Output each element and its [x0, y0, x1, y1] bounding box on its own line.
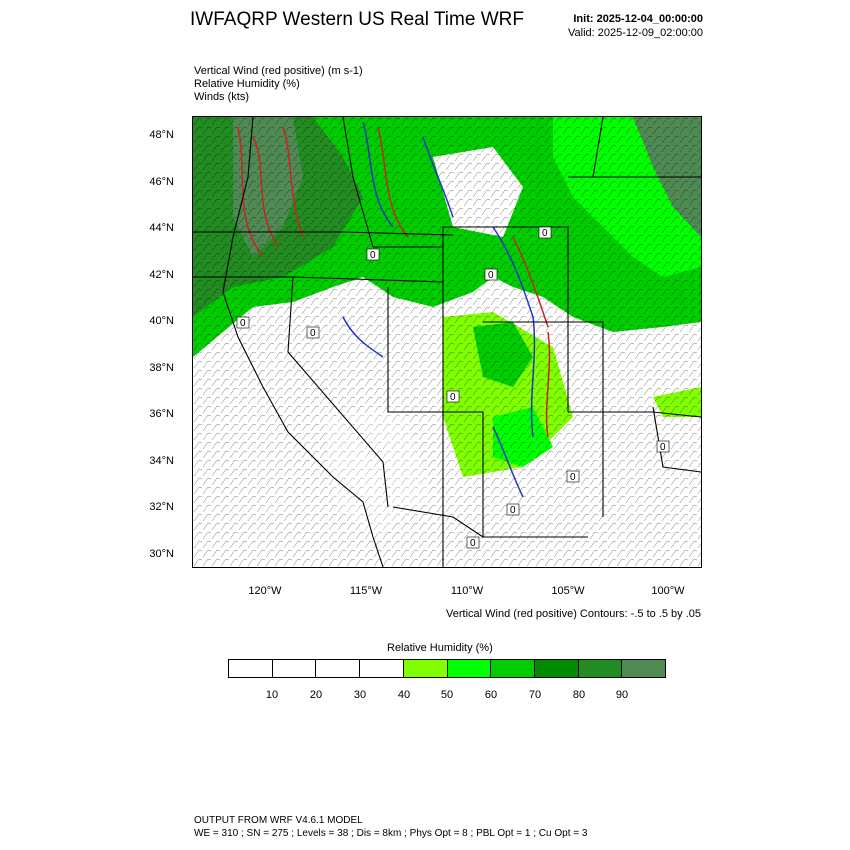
legend-swatch	[229, 660, 273, 677]
legend-swatch	[273, 660, 317, 677]
legend-swatch	[491, 660, 535, 677]
lat-label: 46°N	[149, 176, 174, 188]
contour-label: 0	[370, 250, 376, 261]
lat-label: 34°N	[149, 455, 174, 467]
field-label-vertical-wind: Vertical Wind (red positive) (m s-1)	[194, 65, 363, 77]
lat-label: 44°N	[149, 222, 174, 234]
legend-label: 70	[528, 689, 542, 701]
legend-swatch	[316, 660, 360, 677]
lon-label: 100°W	[651, 585, 685, 597]
lat-label: 36°N	[149, 408, 174, 420]
map-panel	[192, 116, 702, 568]
legend-label: 60	[484, 689, 498, 701]
lon-label: 110°W	[450, 585, 484, 597]
init-time: Init: 2025-12-04_00:00:00	[573, 13, 703, 25]
map-canvas	[193, 117, 701, 567]
legend-title: Relative Humidity (%)	[387, 642, 493, 654]
contour-label: 0	[542, 228, 548, 239]
lat-label: 30°N	[149, 548, 174, 560]
lon-label: 120°W	[248, 585, 282, 597]
lat-label: 40°N	[149, 315, 174, 327]
wind-barbs	[193, 117, 701, 567]
contour-label: 0	[488, 270, 494, 281]
legend-label: 30	[353, 689, 367, 701]
legend-label: 50	[440, 689, 454, 701]
contour-info: Vertical Wind (red positive) Contours: -.5 to .5 by .05	[446, 608, 701, 620]
contour-label: 0	[660, 442, 666, 453]
legend-label: 10	[265, 689, 279, 701]
contour-label: 0	[570, 472, 576, 483]
legend-label: 90	[615, 689, 629, 701]
lat-label: 32°N	[149, 501, 174, 513]
legend-label: 80	[572, 689, 586, 701]
lon-label: 115°W	[349, 585, 383, 597]
valid-time: Valid: 2025-12-09_02:00:00	[568, 27, 703, 39]
legend-swatch	[579, 660, 623, 677]
model-info: OUTPUT FROM WRF V4.6.1 MODEL	[194, 815, 363, 826]
legend-label: 40	[397, 689, 411, 701]
plot-title: IWFAQRP Western US Real Time WRF	[190, 9, 524, 30]
field-label-relative-humidity: Relative Humidity (%)	[194, 78, 300, 90]
humidity-colorbar	[228, 659, 666, 678]
field-label-winds: Winds (kts)	[194, 91, 249, 103]
model-config: WE = 310 ; SN = 275 ; Levels = 38 ; Dis = 8km ; Phys Opt = 8 ; PBL Opt = 1 ; Cu Opt = 3	[194, 828, 588, 839]
contour-label: 0	[470, 538, 476, 549]
lat-label: 48°N	[149, 129, 174, 141]
contour-label: 0	[450, 392, 456, 403]
legend-swatch	[404, 660, 448, 677]
legend-swatch	[535, 660, 579, 677]
legend-swatch	[622, 660, 665, 677]
contour-label: 0	[510, 505, 516, 516]
lat-label: 38°N	[149, 362, 174, 374]
lon-label: 105°W	[551, 585, 585, 597]
legend-swatch	[360, 660, 404, 677]
legend-swatch	[448, 660, 492, 677]
lat-label: 42°N	[149, 269, 174, 281]
contour-label: 0	[310, 328, 316, 339]
legend-label: 20	[309, 689, 323, 701]
contour-label: 0	[240, 318, 246, 329]
